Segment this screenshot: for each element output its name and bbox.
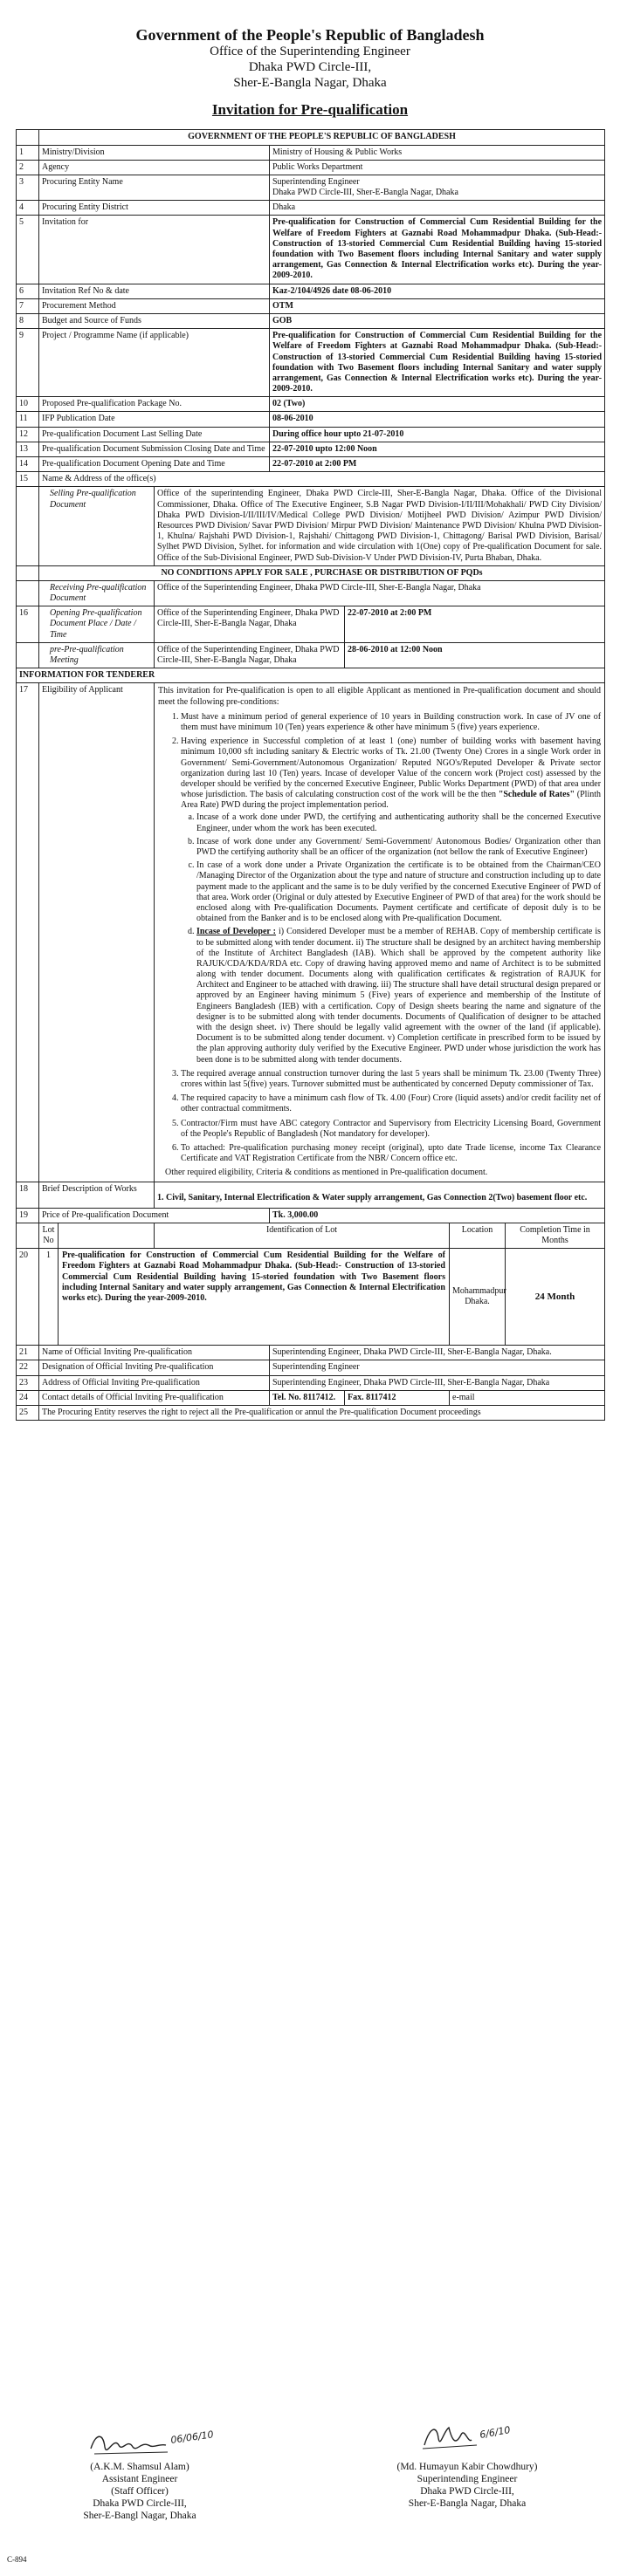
lot-row bbox=[17, 1249, 605, 1346]
info-heading: INFORMATION FOR TENDERER bbox=[17, 668, 605, 683]
reservation-clause: The Procuring Entity reserves the right to reject all the Pre-qualification or annul the Pre-qualification Document proceedings bbox=[39, 1405, 605, 1420]
signatory-title: Assistant Engineer bbox=[101, 2474, 178, 2485]
row-label: Name & Address of the office(s) bbox=[39, 472, 605, 487]
row-value: Public Works Department bbox=[270, 160, 605, 175]
row-number: 19 bbox=[17, 1208, 39, 1223]
row-number: 24 bbox=[17, 1390, 39, 1405]
table-row bbox=[17, 427, 605, 442]
row-label: Project / Programme Name (if applicable) bbox=[39, 329, 270, 397]
contact-fax: Fax. 8117412 bbox=[345, 1390, 450, 1405]
office-name: Office of the Superintending Engineer bbox=[210, 45, 410, 59]
row-number: 11 bbox=[17, 412, 39, 427]
row-number: 5 bbox=[17, 216, 39, 284]
row-number: 22 bbox=[17, 1360, 39, 1375]
row-number: 18 bbox=[17, 1182, 39, 1208]
row-label: Invitation Ref No & date bbox=[39, 284, 270, 298]
contact-email: e-mail bbox=[450, 1390, 605, 1405]
list-item bbox=[196, 812, 601, 833]
sub-criterion-text: Incase of work done under any Government/ Semi-Government/ Autonomous Bodies/ Organization other than PWD the certifying authority shall be an officer of the organization (not bellow the rank of Executive Engineer) bbox=[196, 836, 602, 858]
right-signature-date: 6/6/10 bbox=[479, 2424, 512, 2441]
row-value: Kaz-2/104/4926 date 08-06-2010 bbox=[270, 284, 605, 298]
row-label: Designation of Official Inviting Pre-qualification bbox=[39, 1360, 270, 1375]
lot-no-header bbox=[39, 1223, 155, 1248]
row-label: Ministry/Division bbox=[39, 145, 270, 160]
row-number: 14 bbox=[17, 457, 39, 472]
table-row bbox=[17, 472, 605, 487]
table-row bbox=[17, 642, 605, 668]
lot-number: 1 bbox=[39, 1249, 59, 1345]
contact-tel: Tel. No. 8117412. bbox=[270, 1390, 345, 1405]
list-item bbox=[181, 736, 601, 1065]
left-signature-block bbox=[35, 2461, 245, 2522]
row-value: 02 (Two) bbox=[270, 397, 605, 412]
row-label: Price of Pre-qualification Document bbox=[39, 1208, 270, 1223]
right-signature bbox=[419, 2419, 541, 2457]
list-item bbox=[181, 1119, 601, 1140]
row-number: 7 bbox=[17, 298, 39, 313]
row-value: GOB bbox=[270, 313, 605, 328]
table-row bbox=[17, 1208, 605, 1223]
table-row bbox=[17, 668, 605, 683]
row-value: 22-07-2010 upto 12:00 Noon bbox=[270, 442, 605, 456]
eligibility-outro: Other required eligibility, Criteria & conditions as mentioned in Pre-qualification document. bbox=[165, 1168, 488, 1178]
table-row bbox=[17, 1405, 605, 1420]
receiving-label: Receiving Pre-qualification Document bbox=[39, 580, 155, 606]
row-label: Name of Official Inviting Pre-qualification bbox=[39, 1346, 270, 1360]
row-value: 1. Civil, Sanitary, Internal Electrification & Water supply arrangement, Gas Connection 2(Two) basement floor etc. bbox=[155, 1182, 605, 1208]
table-row bbox=[17, 284, 605, 298]
list-item bbox=[196, 837, 601, 858]
meeting-place: Office of the Superintending Engineer, Dhaka PWD Circle-III, Sher-E-Bangla Nagar, Dhaka bbox=[155, 642, 345, 668]
row-value: During office hour upto 21-07-2010 bbox=[270, 427, 605, 442]
row-number: 10 bbox=[17, 397, 39, 412]
sale-conditions-banner: NO CONDITIONS APPLY FOR SALE , PURCHASE OR DISTRIBUTION OF PQDs bbox=[39, 565, 605, 580]
row-label: Address of Official Inviting Pre-qualification bbox=[39, 1375, 270, 1390]
row-label: Procuring Entity District bbox=[39, 201, 270, 216]
lot-identification-cell bbox=[39, 1249, 450, 1346]
criterion-text: To attached: Pre-qualification purchasing money receipt (original), upto date Trade license, income Tax Clearance Certificate and VAT Registration Certificate from the NBR/ Concern office etc. bbox=[181, 1142, 602, 1164]
row-label: Pre-qualification Document Opening Date and Time bbox=[39, 457, 270, 472]
list-item bbox=[196, 927, 601, 1065]
row-label: Invitation for bbox=[39, 216, 270, 284]
list-item bbox=[181, 1143, 601, 1164]
selling-offices: Office of the superintending Engineer, Dhaka PWD Circle-III, Sher-E-Bangla Nagar, Dhaka. Office of the Divisional Commissioner, Dhaka. Office of The Executive Engineer, S.B Nagar PWD Division-I/II/III/Mohakhali/ PWD City Division/ Dhaka PWD Division-I/II/III/IV/Medical College PWD Division/ Motijheel PWD Division/ Azimpur PWD Division/ Resources PWD Division/ Savar PWD Division/ Mirpur PWD Division/ Maintenance PWD Division/ Khulna PWD Division-1, Khulna/ Rajshahi PWD Division-1, Rajshahi/ Chittagong PWD Division-1, Chittagong/ Barisal PWD Division, Barisal/ Sylhet PWD Division, Sylhet. for information and wide circulation with 1(One) copy of Pre-qualification Document for sale. Office of the Sub-Divisional Engineer, PWD Sub-Division-V Under PWD Division-IV, Purta Bhaban, Dhaka. bbox=[155, 487, 605, 565]
table-row bbox=[17, 175, 605, 200]
table-row bbox=[17, 201, 605, 216]
table-row bbox=[17, 606, 605, 643]
left-signature bbox=[87, 2426, 227, 2461]
row-label: Proposed Pre-qualification Package No. bbox=[39, 397, 270, 412]
invitation-title: Invitation for Pre-qualification bbox=[211, 101, 409, 119]
opening-datetime: 22-07-2010 at 2:00 PM bbox=[345, 606, 605, 643]
signatory-role: (Staff Officer) bbox=[111, 2486, 169, 2497]
table-row bbox=[17, 1390, 605, 1405]
row-label: Eligibility of Applicant bbox=[39, 683, 155, 1182]
row-value: Superintending Engineer, Dhaka PWD Circle-III, Sher-E-Bangla Nagar, Dhaka. bbox=[270, 1346, 605, 1360]
eligibility-list bbox=[158, 712, 601, 1165]
row-label: pre-Pre-qualification Meeting bbox=[39, 642, 155, 668]
footer-code: C-894 bbox=[7, 2555, 27, 2564]
row-label: Procurement Method bbox=[39, 298, 270, 313]
meeting-datetime: 28-06-2010 at 12:00 Noon bbox=[345, 642, 605, 668]
table-row bbox=[17, 160, 605, 175]
table-row bbox=[17, 216, 605, 284]
selling-label: Selling Pre-qualification Document bbox=[39, 487, 155, 565]
col-identification: Identification of Lot bbox=[155, 1223, 450, 1248]
criterion-text: Contractor/Firm must have ABC category Contractor and Supervisory from Electricity Licensing Board, Government of the People's Republic of Bangladesh (Not mandatory for developer). bbox=[181, 1118, 602, 1139]
sub-criterion-text: In case of a work done under a Private Organization the certificate is to be obtained from the Chairman/CEO /Managing Director of the Organization about the type and nature of structure and construction including up to date payment made to the applicant and the same is to be duly verified by the concerned Executive Engineer of PWD of that area. Work order (Original or duly attested by Executive Engineer of PWD of that area) for the work should be enclosed along with Pre-qualification Documents. Payment certificate and certificate of deposit duly is to be obtained from the Banker and is to be enclosed along with Pre-qualification Document. bbox=[196, 860, 602, 924]
row-label: Procuring Entity Name bbox=[39, 175, 270, 200]
office-address: Sher-E-Bangla Nagar, Dhaka bbox=[233, 75, 387, 90]
row-value: Superintending Engineer, Dhaka PWD Circle-III, Sher-E-Bangla Nagar, Dhaka bbox=[270, 1375, 605, 1390]
signatory-address: Sher-E-Bangla Nagar, Dhaka bbox=[408, 2498, 527, 2510]
row-number: 12 bbox=[17, 427, 39, 442]
table-row bbox=[17, 1182, 605, 1208]
right-signature-block bbox=[349, 2461, 585, 2510]
circle-name: Dhaka PWD Circle-III, bbox=[248, 59, 372, 74]
list-item bbox=[196, 860, 601, 924]
table-row bbox=[17, 1346, 605, 1360]
criterion-text: The required average annual construction turnover during the last 5 years shall be minimum Tk. 23.00 (Twenty Three) crores within last 5(five) years. Turnover submitted must be authenticated by concerned Deputy commissioner of Tax. bbox=[181, 1068, 602, 1089]
criterion-text: The required capacity to have a minimum cash flow of Tk. 4.00 (Four) Crore (liquid assets) and/or credit facility net of other contractual commitments. bbox=[181, 1093, 602, 1114]
table-row bbox=[17, 412, 605, 427]
list-item bbox=[181, 1093, 601, 1114]
row-label: Agency bbox=[39, 160, 270, 175]
criterion-text: Having experience in Successful completion of at least 1 (one) number of building works with basement having minimum 10,000 sft including sanitary & Electric works of Tk. 21.00 (Twenty One) Crores in a single Work order in Government/ Semi-Government/Autonomous Organization/ Reputed NGO's/Reputed Developer & Private sector organization during last 10 (Ten) years. Incase of developer Value of the concern work (Project cost) assessed by the developer should be verified by the concerned Executive Engineer, Public Works Department (PWD) of that area under whose jurisdiction. The basis of calculating construction cost of the work will be the then bbox=[181, 736, 602, 800]
lot-table-header bbox=[17, 1223, 605, 1248]
document-header bbox=[16, 26, 604, 119]
row-label: Budget and Source of Funds bbox=[39, 313, 270, 328]
row-number: 16 bbox=[17, 606, 39, 643]
row-number: 17 bbox=[17, 683, 39, 1182]
eligibility-content bbox=[155, 683, 605, 1182]
table-row bbox=[17, 145, 605, 160]
row-number: 9 bbox=[17, 329, 39, 397]
row-number: 1 bbox=[17, 145, 39, 160]
table-row bbox=[17, 1375, 605, 1390]
row-number: 4 bbox=[17, 201, 39, 216]
table-row bbox=[17, 442, 605, 456]
row-number: 23 bbox=[17, 1375, 39, 1390]
row-number: 2 bbox=[17, 160, 39, 175]
criterion-text: Must have a minimum period of general experience of 10 years in Building construction work. In case of JV one of them must have minimum 10 (Ten) years experience & other have minimum 5 (five) years experience. bbox=[181, 711, 602, 732]
col-location: Location bbox=[450, 1223, 506, 1248]
table-row bbox=[17, 487, 605, 565]
criterion-text: (Plinth Area Rate) PWD during the project implementation period. bbox=[181, 790, 602, 811]
signatory-title: Superintending Engineer bbox=[417, 2474, 518, 2485]
table-row bbox=[17, 683, 605, 1182]
row-number: 6 bbox=[17, 284, 39, 298]
table-row bbox=[17, 397, 605, 412]
row-value: Dhaka bbox=[270, 201, 605, 216]
signatory-name: (Md. Humayun Kabir Chowdhury) bbox=[396, 2462, 538, 2472]
row-number: 8 bbox=[17, 313, 39, 328]
criterion-bold: "Schedule of Rates" bbox=[498, 790, 575, 800]
ifp-table bbox=[16, 129, 605, 1421]
signatory-address: Sher-E-Bangl Nagar, Dhaka bbox=[83, 2511, 196, 2522]
table-row bbox=[17, 1360, 605, 1375]
table-row bbox=[17, 329, 605, 397]
row-number: 20 bbox=[17, 1249, 39, 1346]
row-value: Pre-qualification for Construction of Commercial Cum Residential Building for the Welfare of Freedom Fighters at Gaznabi Road Mohammadpur Dhaka. (Sub-Head:- Construction of 13-storied Commercial Cum Residential Building having 15-storied foundation with Two Basement floors including Internal Sanitary and water supply arrangement, Gas Connection & Internal Electrification works etc). During the year-2009-2010. bbox=[270, 216, 605, 284]
table-row bbox=[17, 313, 605, 328]
table-row bbox=[17, 457, 605, 472]
eligibility-intro: This invitation for Pre-qualification is open to all eligible Applicant as mentioned in Pre-qualification document and should meet the following pre-conditions: bbox=[158, 686, 602, 707]
row-value: 22-07-2010 at 2:00 PM bbox=[270, 457, 605, 472]
row-number: 21 bbox=[17, 1346, 39, 1360]
list-item bbox=[181, 1069, 601, 1090]
col-completion-time: Completion Time in Months bbox=[506, 1223, 605, 1248]
row-label: Opening Pre-qualification Document Place / Date / Time bbox=[39, 606, 155, 643]
receiving-office: Office of the Superintending Engineer, Dhaka PWD Circle-III, Sher-E-Bangla Nagar, Dhaka bbox=[155, 580, 605, 606]
table-row bbox=[17, 565, 605, 580]
row-value: Tk. 3,000.00 bbox=[270, 1208, 605, 1223]
top-banner: GOVERNMENT OF THE PEOPLE'S REPUBLIC OF BANGLADESH bbox=[39, 130, 605, 145]
opening-place: Office of the Superintending Engineer, Dhaka PWD Circle-III, Sher-E-Bangla Nagar, Dhaka bbox=[155, 606, 345, 643]
left-signature-date: 06/06/10 bbox=[169, 2429, 215, 2446]
row-value: Pre-qualification for Construction of Commercial Cum Residential Building for the Welfare of Freedom Fighters at Gaznabi Road Mohammadpur Dhaka. (Sub-Head:- Construction of 13-storied Commercial Cum Residential Building having 15-storied foundation with Two Basement floors including Internal Sanitary and water supply arrangement, Gas Connection & Internal Electrification works etc). During the year-2009-2010. bbox=[270, 329, 605, 397]
col-lot-no: Lot No bbox=[39, 1223, 59, 1248]
sub-criterion-text: Incase of a work done under PWD, the certifying and authenticating authority shall be the concerned Executive Engineer, under whom the work has been executed. bbox=[196, 812, 602, 833]
row-value: Superintending Engineer bbox=[270, 1360, 605, 1375]
row-label: Pre-qualification Document Last Selling Date bbox=[39, 427, 270, 442]
lot-completion: 24 Month bbox=[506, 1249, 605, 1346]
row-number: 13 bbox=[17, 442, 39, 456]
row-value: Superintending Engineer Dhaka PWD Circle-III, Sher-E-Bangla Nagar, Dhaka bbox=[270, 175, 605, 200]
signatory-office: Dhaka PWD Circle-III, bbox=[93, 2498, 187, 2510]
sub-criterion-text: i) Considered Developer must be a member of REHAB. Copy of membership certificate is to be submitted along with tender document. ii) The structure shall be designed by an architect having membership of the Institute of Architect Bangladesh (IAB). Which shall be approved by the competent authority like RAJUK/CDA/KDA/RDA etc. Copy of drawing having approved memo and name of Architect is to be submitted along with tender document. Documents along with qualification certificates & registration of RAJUK for Architect and Engineer to be attached with drawing. iii) The structure shall have detail structural design prepared or approved by an Engineer having minimum 5 (Five) years of experience and membership of the Institute of Engineers Bangladesh (IEB) with a certification. Copy of Design sheets bearing the name and signature of the designer is to be submitted along with tender documents. Documents of Qualification of designer to be attached with the design sheet. iv) There should be legally valid agreement with the owner of the land (if applicable). Document is to be submitted along tender document. v) Completion certificate in prescribed form to be issued by the plan approving authority duly verified by the Executive Engineer. PWD under whose jurisdiction the work has been done is to be submitted along with tender documents. bbox=[196, 927, 602, 1065]
developer-heading: Incase of Developer : bbox=[196, 927, 276, 937]
row-label: Contact details of Official Inviting Pre-qualification bbox=[39, 1390, 270, 1405]
lot-location: Mohammadpur Dhaka. bbox=[450, 1249, 506, 1346]
signatory-name: (A.K.M. Shamsul Alam) bbox=[90, 2462, 189, 2472]
table-row bbox=[17, 130, 605, 145]
lot-identification: Pre-qualification for Construction of Commercial Cum Residential Building for the Welfare of Freedom Fighters at Gaznabi Road Mohammadpur Dhaka. (Sub-Head:- Construction of 13-storied Commercial Cum Residential Building having 15-storied foundation with Two Basement floors including Internal Sanitary and water supply arrangement, Gas Connection & Internal Electrification works etc). During the year-2009-2010. bbox=[62, 1250, 445, 1303]
row-value: OTM bbox=[270, 298, 605, 313]
row-number: 3 bbox=[17, 175, 39, 200]
row-value: Ministry of Housing & Public Works bbox=[270, 145, 605, 160]
signatory-office: Dhaka PWD Circle-III, bbox=[420, 2486, 514, 2497]
row-number: 15 bbox=[17, 472, 39, 487]
row-label: IFP Publication Date bbox=[39, 412, 270, 427]
list-item bbox=[181, 712, 601, 733]
row-label: Brief Description of Works bbox=[39, 1182, 155, 1208]
row-number: 25 bbox=[17, 1405, 39, 1420]
row-label: Pre-qualification Document Submission Closing Date and Time bbox=[39, 442, 270, 456]
table-row bbox=[17, 580, 605, 606]
government-title: Government of the People's Republic of Bangladesh bbox=[135, 26, 485, 44]
row-value: 08-06-2010 bbox=[270, 412, 605, 427]
sub-list bbox=[181, 812, 601, 1065]
table-row bbox=[17, 298, 605, 313]
